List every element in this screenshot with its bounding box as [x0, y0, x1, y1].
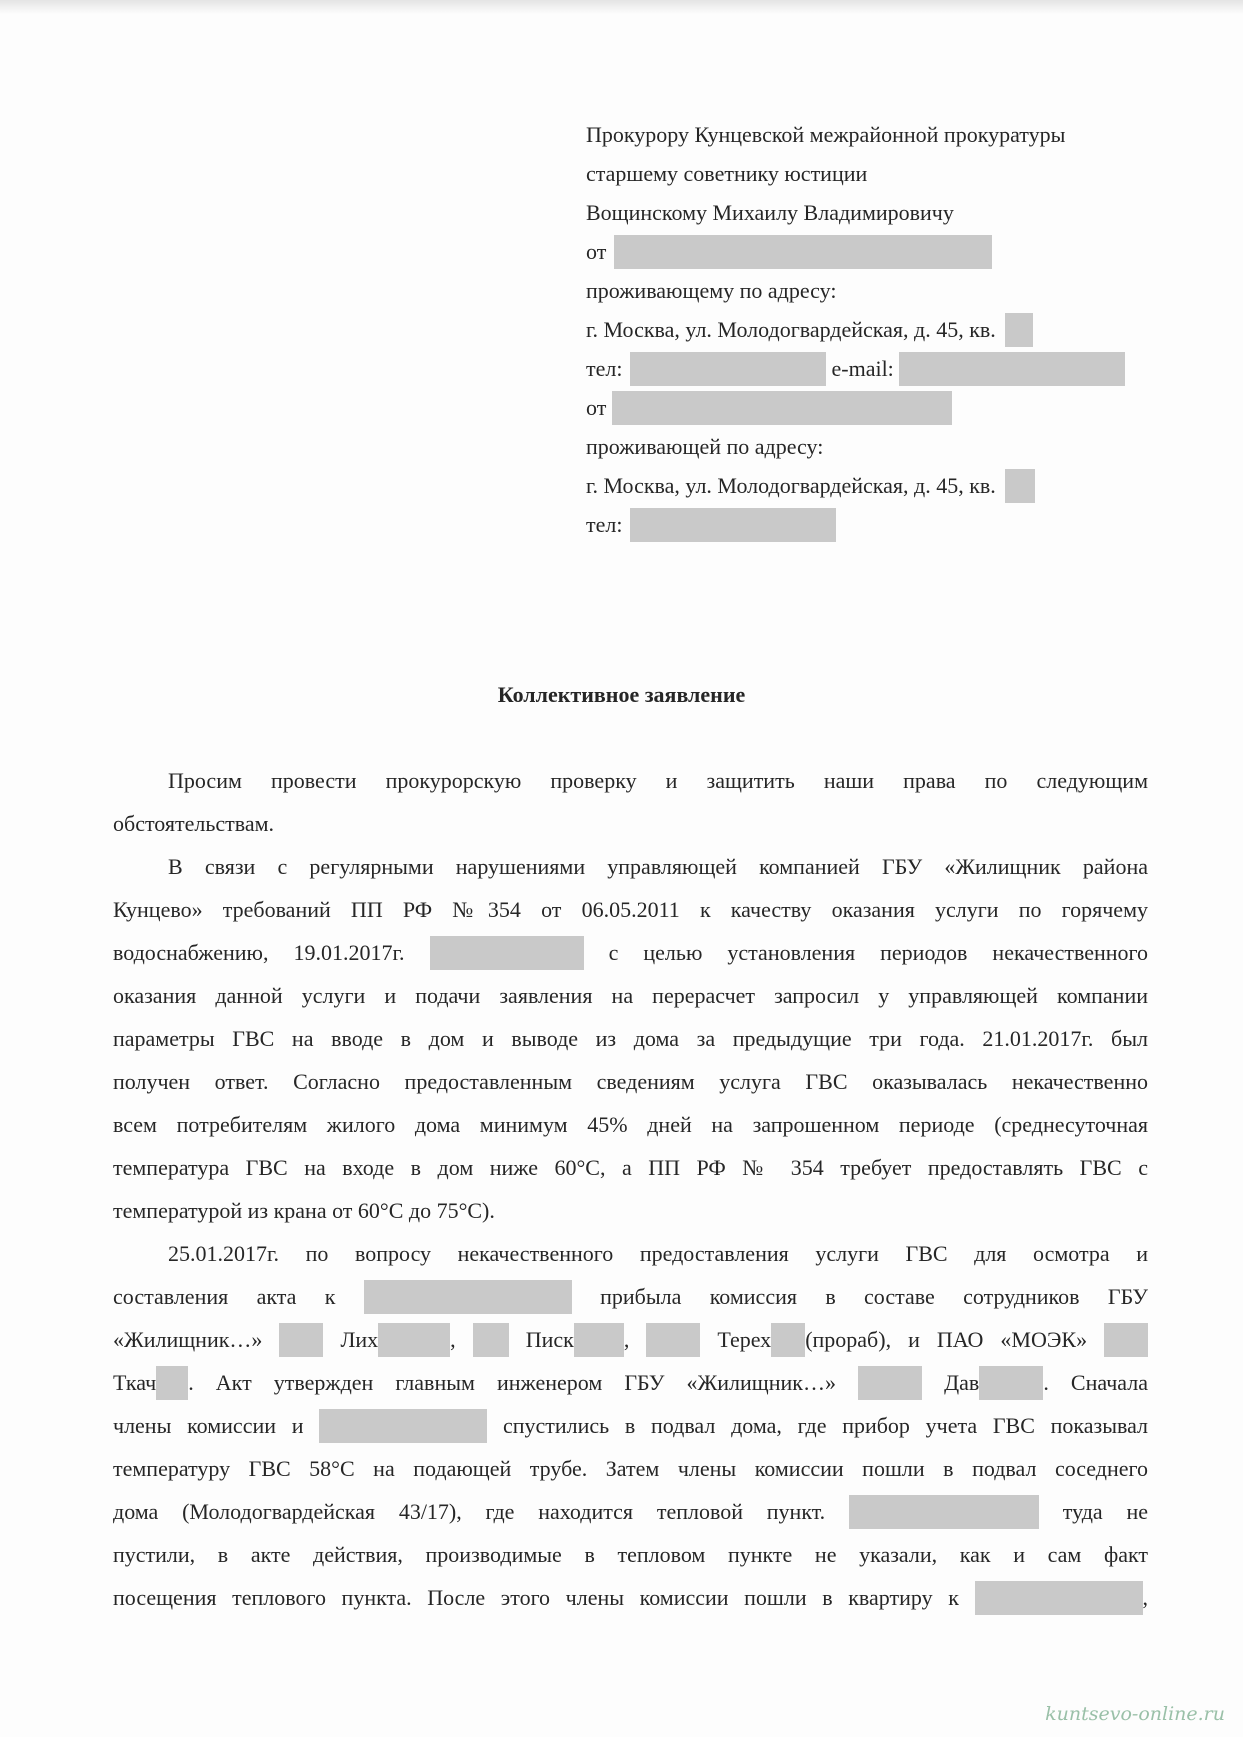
sender-1-from: [586, 232, 992, 272]
p2-line-2: Кунцево» требований ПП РФ №354 от 06.05.2011 к качеству оказания услуги по горячему: [113, 897, 1148, 922]
p3-line-3: [113, 1323, 1148, 1357]
p3-line-3-part-f: Терех: [717, 1327, 772, 1352]
p2-line-7: всем потребителям жилого дома минимум 45% дней на запрошенном периоде (среднесуточная: [113, 1112, 1148, 1137]
p2-line-3-part-b: с целью установления периодов некачественного: [608, 940, 1148, 965]
redacted-name-p3-13: [849, 1495, 1039, 1529]
redacted-name-p3-8: [1104, 1323, 1148, 1357]
addressee-line-3: Вощинскому Михаилу Владимировичу: [586, 200, 954, 225]
document-title: Коллективное заявление: [497, 682, 746, 707]
sender-2-address: [586, 466, 1035, 506]
p3-line-4-part-a: Ткач: [113, 1370, 157, 1395]
p3-line-9: [113, 1581, 1148, 1615]
redacted-phone-2: [630, 508, 836, 542]
p3-line-1: 25.01.2017г. по вопросу некачественного предоставления услуги ГВС для осмотра и: [168, 1241, 1148, 1266]
sender-1-residing: проживающему по адресу:: [586, 278, 837, 303]
redacted-name-p3-7: [771, 1323, 805, 1357]
redacted-name-p3-1: [364, 1280, 572, 1314]
redacted-name-p3-14: [975, 1581, 1143, 1615]
p2-line-5: параметры ГВС на вводе в дом и выводе из дома за предыдущие три года. 21.01.2017г. был: [113, 1026, 1148, 1051]
p3-line-3-part-d: Писк: [525, 1327, 574, 1352]
sender-1-address: [586, 310, 1033, 350]
redacted-name-p2: [430, 936, 584, 970]
sender-2-residing: проживающей по адресу:: [586, 434, 824, 459]
redacted-name-p3-12: [319, 1409, 487, 1443]
site-watermark: kuntsevo-online.ru: [1045, 1703, 1225, 1725]
p3-line-4-part-c: Дав: [944, 1370, 980, 1395]
redacted-name-p3-5: [574, 1323, 624, 1357]
p3-line-9-part-a: посещения теплового пункта. После этого члены комиссии пошли в квартиру к: [113, 1585, 959, 1610]
email-label-1: e-mail:: [831, 356, 894, 381]
address-text-1: г. Москва, ул. Молодогвардейская, д. 45, кв.: [586, 317, 996, 342]
p3-line-4-part-b: . Акт утвержден главным инженером ГБУ «Жилищник…»: [188, 1370, 836, 1395]
addressee-line-1: Прокурору Кунцевской межрайонной прокуратуры: [586, 122, 1066, 147]
redacted-apartment-2: [1005, 469, 1035, 503]
p3-line-8: пустили, в акте действия, производимые в тепловом пункте не указали, как и сам факт: [113, 1542, 1148, 1567]
redacted-name-1: [614, 235, 992, 269]
addressee-line-2: старшему советнику юстиции: [586, 161, 868, 186]
sender-1-contacts: [586, 349, 1125, 389]
redacted-name-p3-3: [378, 1323, 450, 1357]
p3-line-7-part-a: дома (Молодогвардейская 43/17), где находится тепловой пункт.: [113, 1499, 826, 1524]
sender-2-from: [586, 388, 952, 428]
p3-line-4: [113, 1366, 1148, 1400]
p3-line-7-part-b: туда не: [1062, 1499, 1148, 1524]
p3-line-2-part-b: прибыла комиссия в составе сотрудников ГБУ: [600, 1284, 1149, 1309]
p3-line-2: [113, 1280, 1148, 1314]
redacted-name-2: [612, 391, 952, 425]
scan-edge: [0, 0, 1243, 14]
p2-line-6: получен ответ. Согласно предоставленным сведениям услуга ГВС оказывалась некачественно: [113, 1069, 1148, 1094]
p3-line-3-part-b: Лих: [340, 1327, 379, 1352]
p3-line-7: [113, 1495, 1148, 1529]
p3-line-5: [113, 1409, 1148, 1443]
p3-line-2-part-a: составления акта к: [113, 1284, 336, 1309]
p3-line-9-part-b: ,: [1142, 1585, 1148, 1610]
redacted-name-p3-4: [473, 1323, 509, 1357]
p1-line-2: обстоятельствам.: [113, 811, 275, 836]
p3-line-3-part-e: ,: [623, 1327, 630, 1352]
from-label-1: от: [586, 239, 607, 264]
redacted-apartment-1: [1005, 313, 1033, 347]
p2-line-8: температура ГВС на входе в дом ниже 60°С, а ПП РФ № 354 требует предоставлять ГВС с: [113, 1155, 1148, 1180]
p3-line-3-part-c: ,: [450, 1327, 456, 1352]
address-text-2: г. Москва, ул. Молодогвардейская, д. 45, кв.: [586, 473, 996, 498]
p2-line-3-part-a: водоснабжению, 19.01.2017г.: [113, 940, 405, 965]
p3-line-5-part-b: спустились в подвал дома, где прибор учета ГВС показывал: [502, 1413, 1149, 1438]
p3-line-5-part-a: члены комиссии и: [113, 1413, 304, 1438]
sender-2-contacts: [586, 505, 836, 545]
from-label-2: от: [586, 395, 607, 420]
p2-line-9: температурой из крана от 60°С до 75°С).: [113, 1198, 495, 1223]
p3-line-3-part-a: «Жилищник…»: [113, 1327, 263, 1352]
p2-line-4: оказания данной услуги и подачи заявления на перерасчет запросил у управляющей компании: [113, 983, 1148, 1008]
redacted-name-p3-10: [858, 1366, 922, 1400]
p1-line-1: Просим провести прокурорскую проверку и защитить наши права по следующим: [168, 768, 1148, 793]
redacted-name-p3-2: [279, 1323, 323, 1357]
p2-line-1: В связи с регулярными нарушениями управляющей компанией ГБУ «Жилищник района: [168, 854, 1148, 879]
redacted-name-p3-9: [156, 1366, 188, 1400]
redacted-phone-1: [630, 352, 826, 386]
redacted-name-p3-6: [646, 1323, 700, 1357]
p2-line-3: [113, 936, 1148, 970]
redacted-name-p3-11: [979, 1366, 1043, 1400]
p3-line-6: температуру ГВС 58°С на подающей трубе. Затем члены комиссии пошли в подвал соседнего: [113, 1456, 1148, 1481]
tel-label-1: тел:: [586, 356, 623, 381]
redacted-email-1: [899, 352, 1125, 386]
p3-line-3-part-g: (прораб), и ПАО «МОЭК»: [805, 1327, 1088, 1352]
p3-line-4-part-d: . Сначала: [1043, 1370, 1148, 1395]
tel-label-2: тел:: [586, 512, 623, 537]
